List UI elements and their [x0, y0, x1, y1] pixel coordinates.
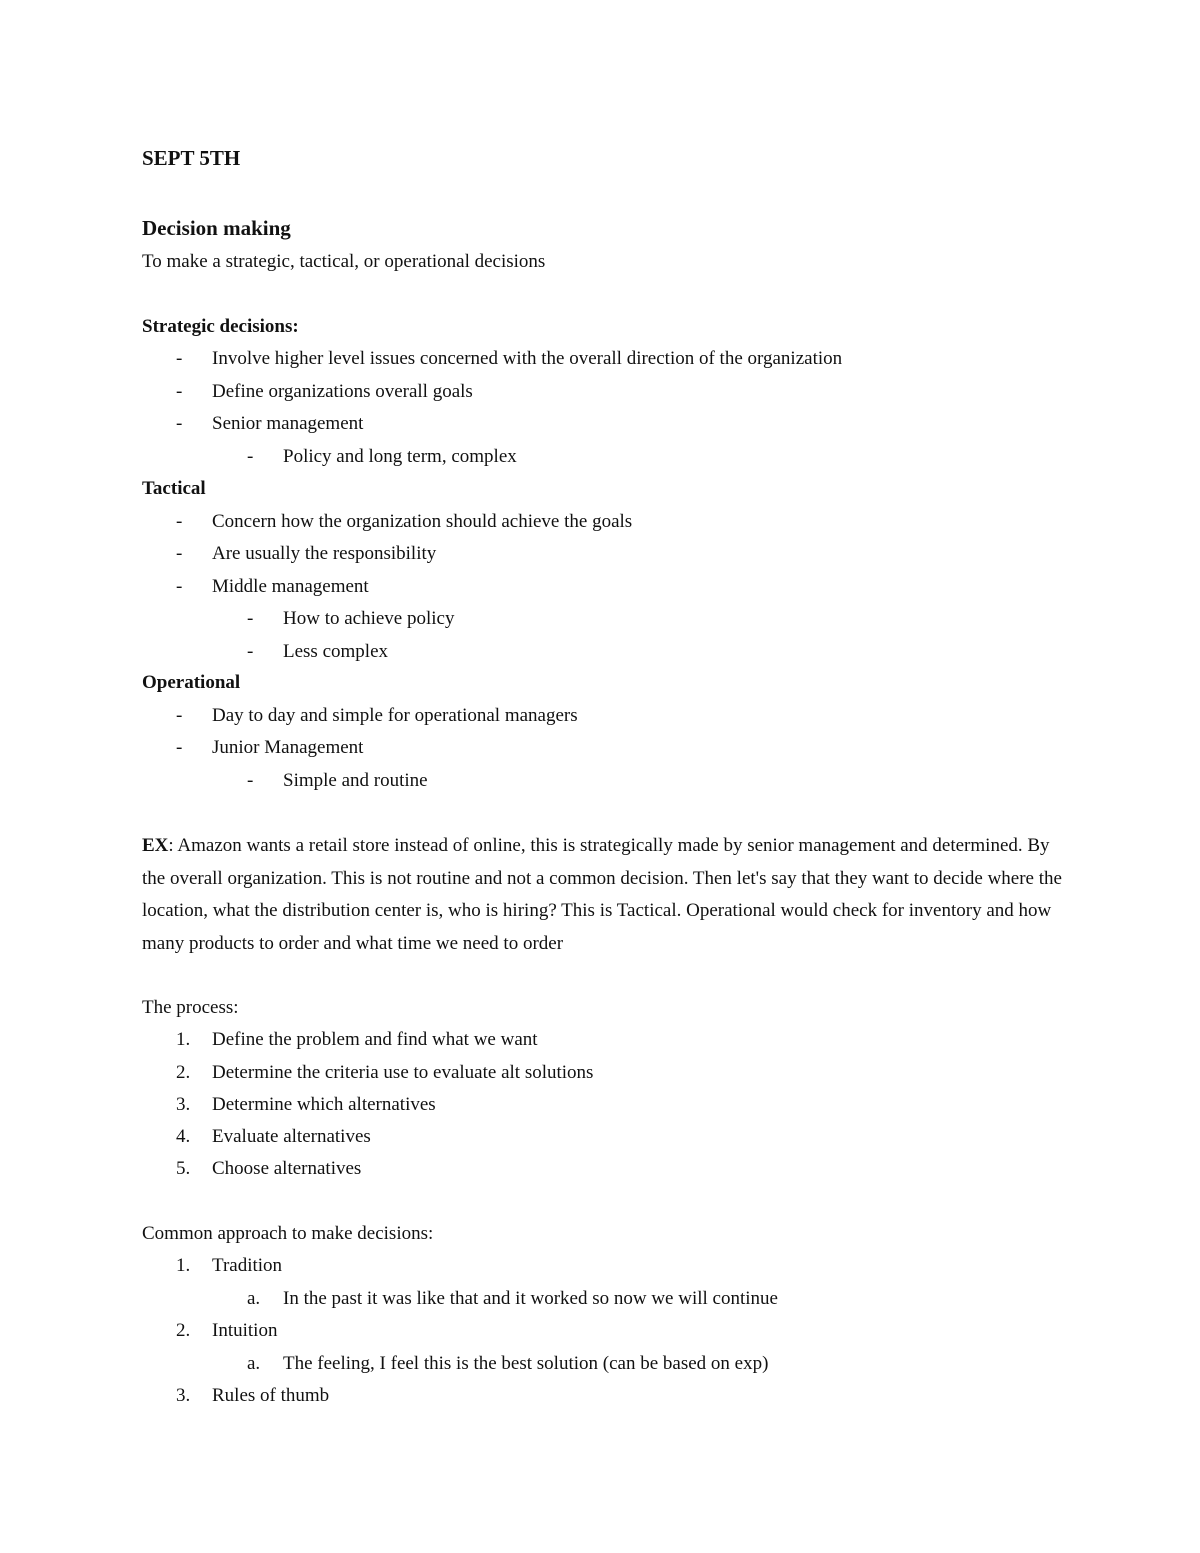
operational-subitem: Simple and routine	[283, 770, 428, 791]
list-number: 4.	[176, 1126, 191, 1147]
strategic-item: Define organizations overall goals	[212, 381, 473, 402]
process-heading: The process:	[142, 997, 239, 1018]
bullet-dash: -	[176, 381, 183, 402]
section-heading-tactical: Tactical	[142, 478, 206, 499]
process-step: Define the problem and find what we want	[212, 1029, 538, 1050]
list-number: 1.	[176, 1255, 191, 1276]
example-paragraph	[142, 830, 1062, 960]
list-number: 2.	[176, 1320, 191, 1341]
bullet-dash: -	[176, 413, 183, 434]
bullet-dash: -	[176, 511, 183, 532]
approach-item: Rules of thumb	[212, 1385, 330, 1406]
process-step: Evaluate alternatives	[212, 1126, 371, 1147]
bullet-dash: -	[176, 737, 183, 758]
strategic-item: Senior management	[212, 413, 364, 434]
approaches-heading: Common approach to make decisions:	[142, 1223, 434, 1244]
tactical-item: Are usually the responsibility	[212, 543, 437, 564]
tactical-item: Concern how the organization should achieve the goals	[212, 511, 633, 532]
strategic-subitem: Policy and long term, complex	[283, 446, 517, 467]
bullet-dash: -	[176, 348, 183, 369]
list-number: 2.	[176, 1062, 191, 1083]
approach-item: Intuition	[212, 1320, 278, 1341]
process-step: Determine which alternatives	[212, 1094, 436, 1115]
section-heading-strategic: Strategic decisions:	[142, 316, 299, 337]
section-heading-decision-making: Decision making	[142, 216, 291, 240]
tactical-subitem: Less complex	[283, 641, 389, 662]
bullet-dash: -	[247, 608, 254, 629]
list-letter: a.	[247, 1288, 261, 1309]
bullet-dash: -	[247, 446, 254, 467]
strategic-item: Involve higher level issues concerned with the overall direction of the organization	[212, 348, 843, 369]
list-number: 3.	[176, 1094, 191, 1115]
page-title: SEPT 5TH	[142, 146, 241, 170]
process-step: Choose alternatives	[212, 1158, 362, 1179]
section-heading-operational: Operational	[142, 672, 241, 693]
list-number: 5.	[176, 1158, 191, 1179]
example-label: EX	[142, 835, 169, 856]
operational-item: Day to day and simple for operational managers	[212, 705, 578, 726]
process-step: Determine the criteria use to evaluate alt solutions	[212, 1062, 594, 1083]
bullet-dash: -	[176, 705, 183, 726]
approach-subitem: In the past it was like that and it worked so now we will continue	[283, 1288, 778, 1309]
tactical-subitem: How to achieve policy	[283, 608, 455, 629]
approach-item: Tradition	[212, 1255, 283, 1276]
approach-subitem: The feeling, I feel this is the best solution (can be based on exp)	[283, 1353, 769, 1374]
bullet-dash: -	[247, 770, 254, 791]
decision-making-intro: To make a strategic, tactical, or operational decisions	[142, 251, 546, 272]
operational-item: Junior Management	[212, 737, 364, 758]
tactical-item: Middle management	[212, 576, 369, 597]
bullet-dash: -	[176, 543, 183, 564]
list-number: 3.	[176, 1385, 191, 1406]
bullet-dash: -	[247, 641, 254, 662]
example-text: : Amazon wants a retail store instead of online, this is strategically made by senior management and determined. By the overall organization. This is not routine and not a common decision. Then let's say that they want to decide where the location, what the distribution center is, who is hiring? This is Tactical. Operational would check for inventory and how many products to order and what time we need to order	[142, 835, 1062, 954]
list-number: 1.	[176, 1029, 191, 1050]
list-letter: a.	[247, 1353, 261, 1374]
bullet-dash: -	[176, 576, 183, 597]
